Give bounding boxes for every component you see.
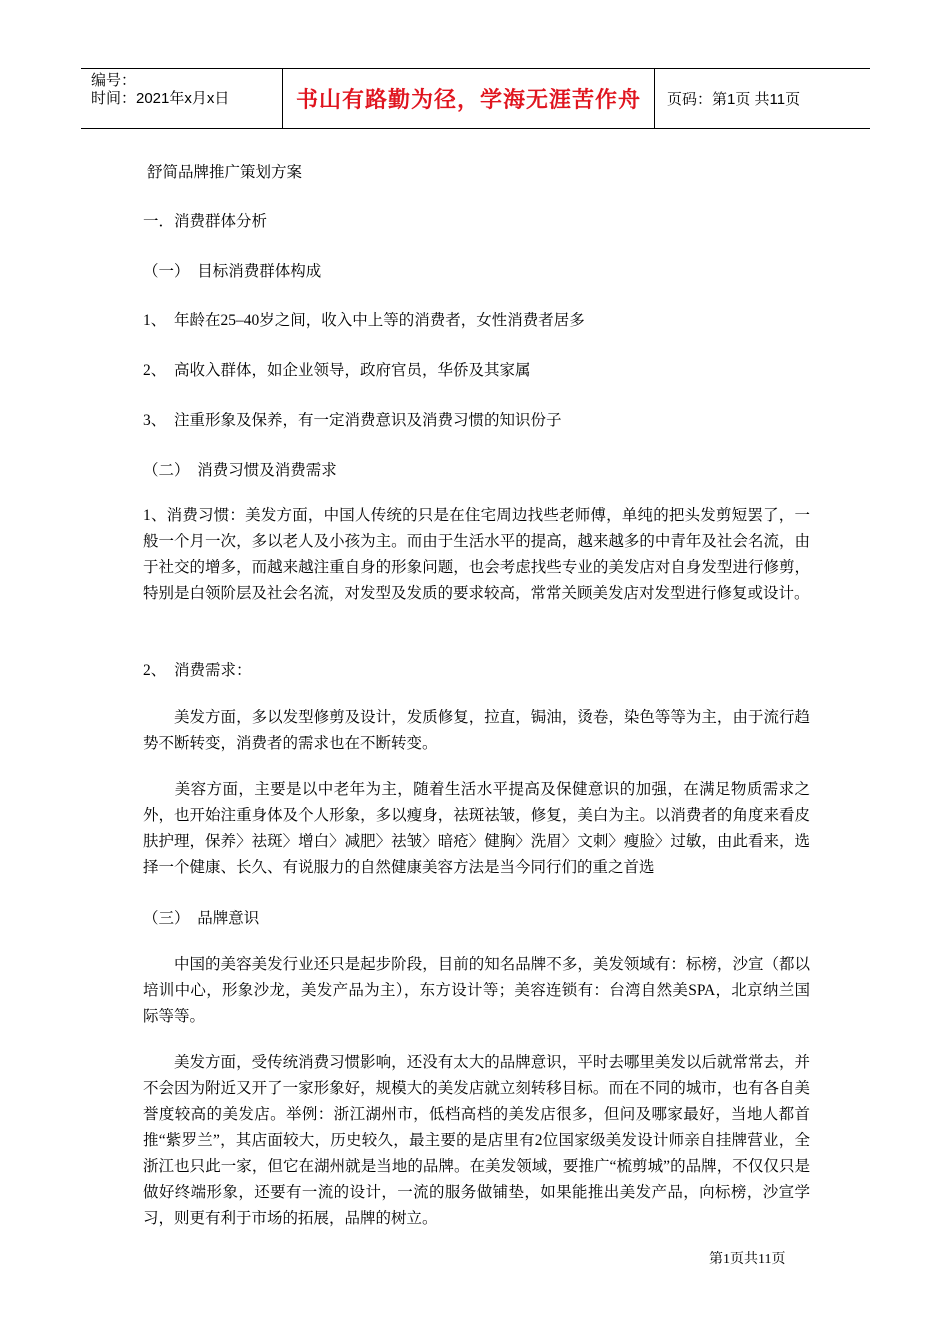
header-page-info: 页码：第1页 共11页: [667, 91, 801, 108]
paragraph-brand-hair: 美发方面，受传统消费习惯影响，还没有太大的品牌意识，平时去哪里美发以后就常常去，并不会因为附近又开了一家形象好，规模大的美发店就立刻转移目标。而在不同的城市，也有各自美誉度较高的美发店。举例：浙江湖州市，低档高档的美发店很多，但问及哪家最好，当地人都首推“紫罗兰”，其店面较大，历史较久，最主要的是店里有2位国家级美发设计师亲自挂牌营业，全浙江也只此一家，但它在湖州就是当地的品牌。在美发领域，要推广“梳剪城”的品牌，不仅仅只是做好终端形象，还要有一流的设计，一流的服务做铺垫，如果能推出美发产品，向标榜，沙宣学习，则更有利于市场的拓展，品牌的树立。: [143, 1054, 810, 1227]
section-heading: 一．消费群体分析: [143, 213, 268, 230]
document-number: 编号：: [91, 72, 137, 89]
subsection-heading: （二） 消费习惯及消费需求: [143, 462, 337, 479]
subsection-heading: （三） 品牌意识: [143, 910, 260, 927]
paragraph-label: 2、 消费需求：: [143, 662, 252, 679]
page-footer: 第1页共11页: [709, 1252, 786, 1267]
paragraph-hair-needs: 美发方面，多以发型修剪及设计，发质修复，拉直，锔油，烫卷，染色等等为主，由于流行趋势不断转变，消费者的需求也在不断转变。: [143, 709, 810, 752]
list-item: 2、 高收入群体，如企业领导，政府官员，华侨及其家属: [143, 362, 531, 379]
header-motto: 书山有路勤为径，学海无涯苦作舟: [282, 69, 655, 128]
document-date: 时间：2021年x月x日: [91, 90, 230, 107]
paragraph-beauty-needs: 美容方面，主要是以中老年为主，随着生活水平提高及保健意识的加强，在满足物质需求之外，也开始注重身体及个人形象，多以瘦身，祛斑祛皱，修复，美白为主。以消费者的角度来看皮肤护理，保养〉祛斑〉增白〉减肥〉祛皱〉暗疮〉健胸〉洗眉〉文刺〉瘦脸〉过敏，由此看来，选择一个健康、长久、有说服力的自然健康美容方法是当今同行们的重之首选: [143, 781, 810, 876]
document-body: [143, 0, 810, 1344]
paragraph-brand-industry: 中国的美容美发行业还只是起步阶段，目前的知名品牌不多，美发领域有：标榜，沙宣（都以培训中心，形象沙龙，美发产品为主），东方设计等；美容连锁有：台湾自然美SPA，北京纳兰国际等等。: [143, 956, 810, 1025]
document-title: 舒简品牌推广策划方案: [147, 164, 303, 181]
list-item: 3、 注重形象及保养，有一定消费意识及消费习惯的知识份子: [143, 412, 562, 429]
list-item: 1、 年龄在25–40岁之间，收入中上等的消费者，女性消费者居多: [143, 312, 585, 329]
paragraph-habit: 1、消费习惯：美发方面，中国人传统的只是在住宅周边找些老师傅，单纯的把头发剪短罢了，一般一个月一次，多以老人及小孩为主。而由于生活水平的提高，越来越多的中青年及社会名流，由于社交的增多，而越来越注重自身的形象问题，也会考虑找些专业的美发店对自身发型进行修剪，特别是白领阶层及社会名流，对发型及发质的要求较高，常常关顾美发店对发型进行修复或设计。: [143, 507, 810, 602]
subsection-heading: （一） 目标消费群体构成: [143, 263, 322, 280]
